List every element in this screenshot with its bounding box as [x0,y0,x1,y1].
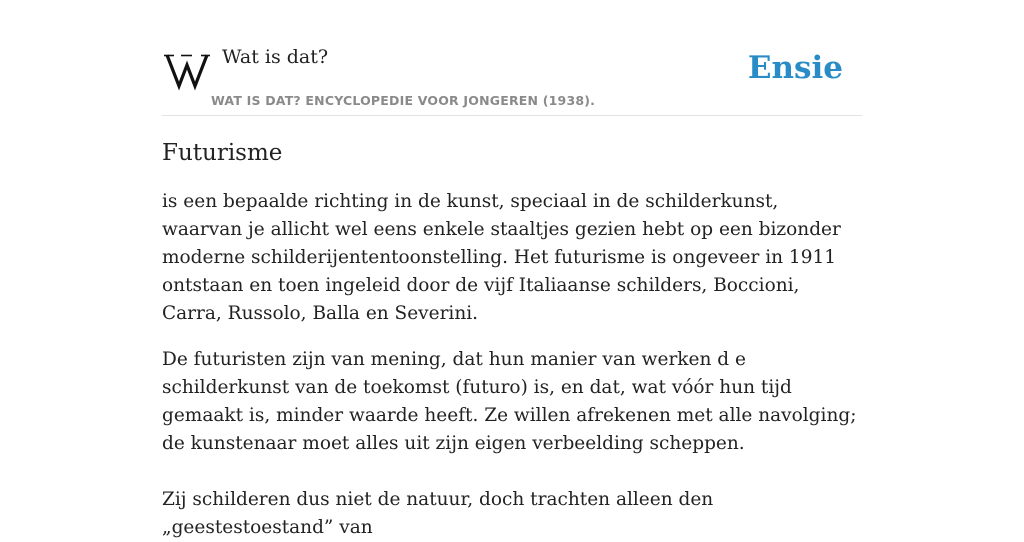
article-paragraph: Zij schilderen dus niet de natuur, doch trachten alleen den „geestestoestand” van [162,489,714,538]
article-paragraph: is een bepaalde richting in de kunst, speciaal in de schilderkunst, waarvan je allicht wel eens enkele staaltjes gezien hebt op een bizonder moderne schilderijententoonstelling. Het futurisme is ongeveer in 1911 ontstaan en toen ingeleid door de vijf Italiaanse schilders, Boccioni, Carra, Russolo, Balla en Severini. [162,191,841,324]
wikipedia-w-icon[interactable] [164,51,210,91]
article-paragraph: De futuristen zijn van mening, dat hun manier van werken d e schilderkunst van de toekomst (futuro) is, en dat, wat vóór hun tijd gemaakt is, minder waarde heeft. Ze willen afrekenen met alle navolging; de kunstenaar moet alles uit zijn eigen verbeelding scheppen. [162,349,857,454]
brand-logo[interactable]: Ensie [747,50,843,86]
article-title: Futurisme [162,140,283,166]
page [162,0,862,542]
site-title[interactable]: Wat is dat? [222,46,329,68]
site-subtitle: WAT IS DAT? ENCYCLOPEDIE VOOR JONGEREN (1938). [211,93,596,108]
header [162,0,862,116]
